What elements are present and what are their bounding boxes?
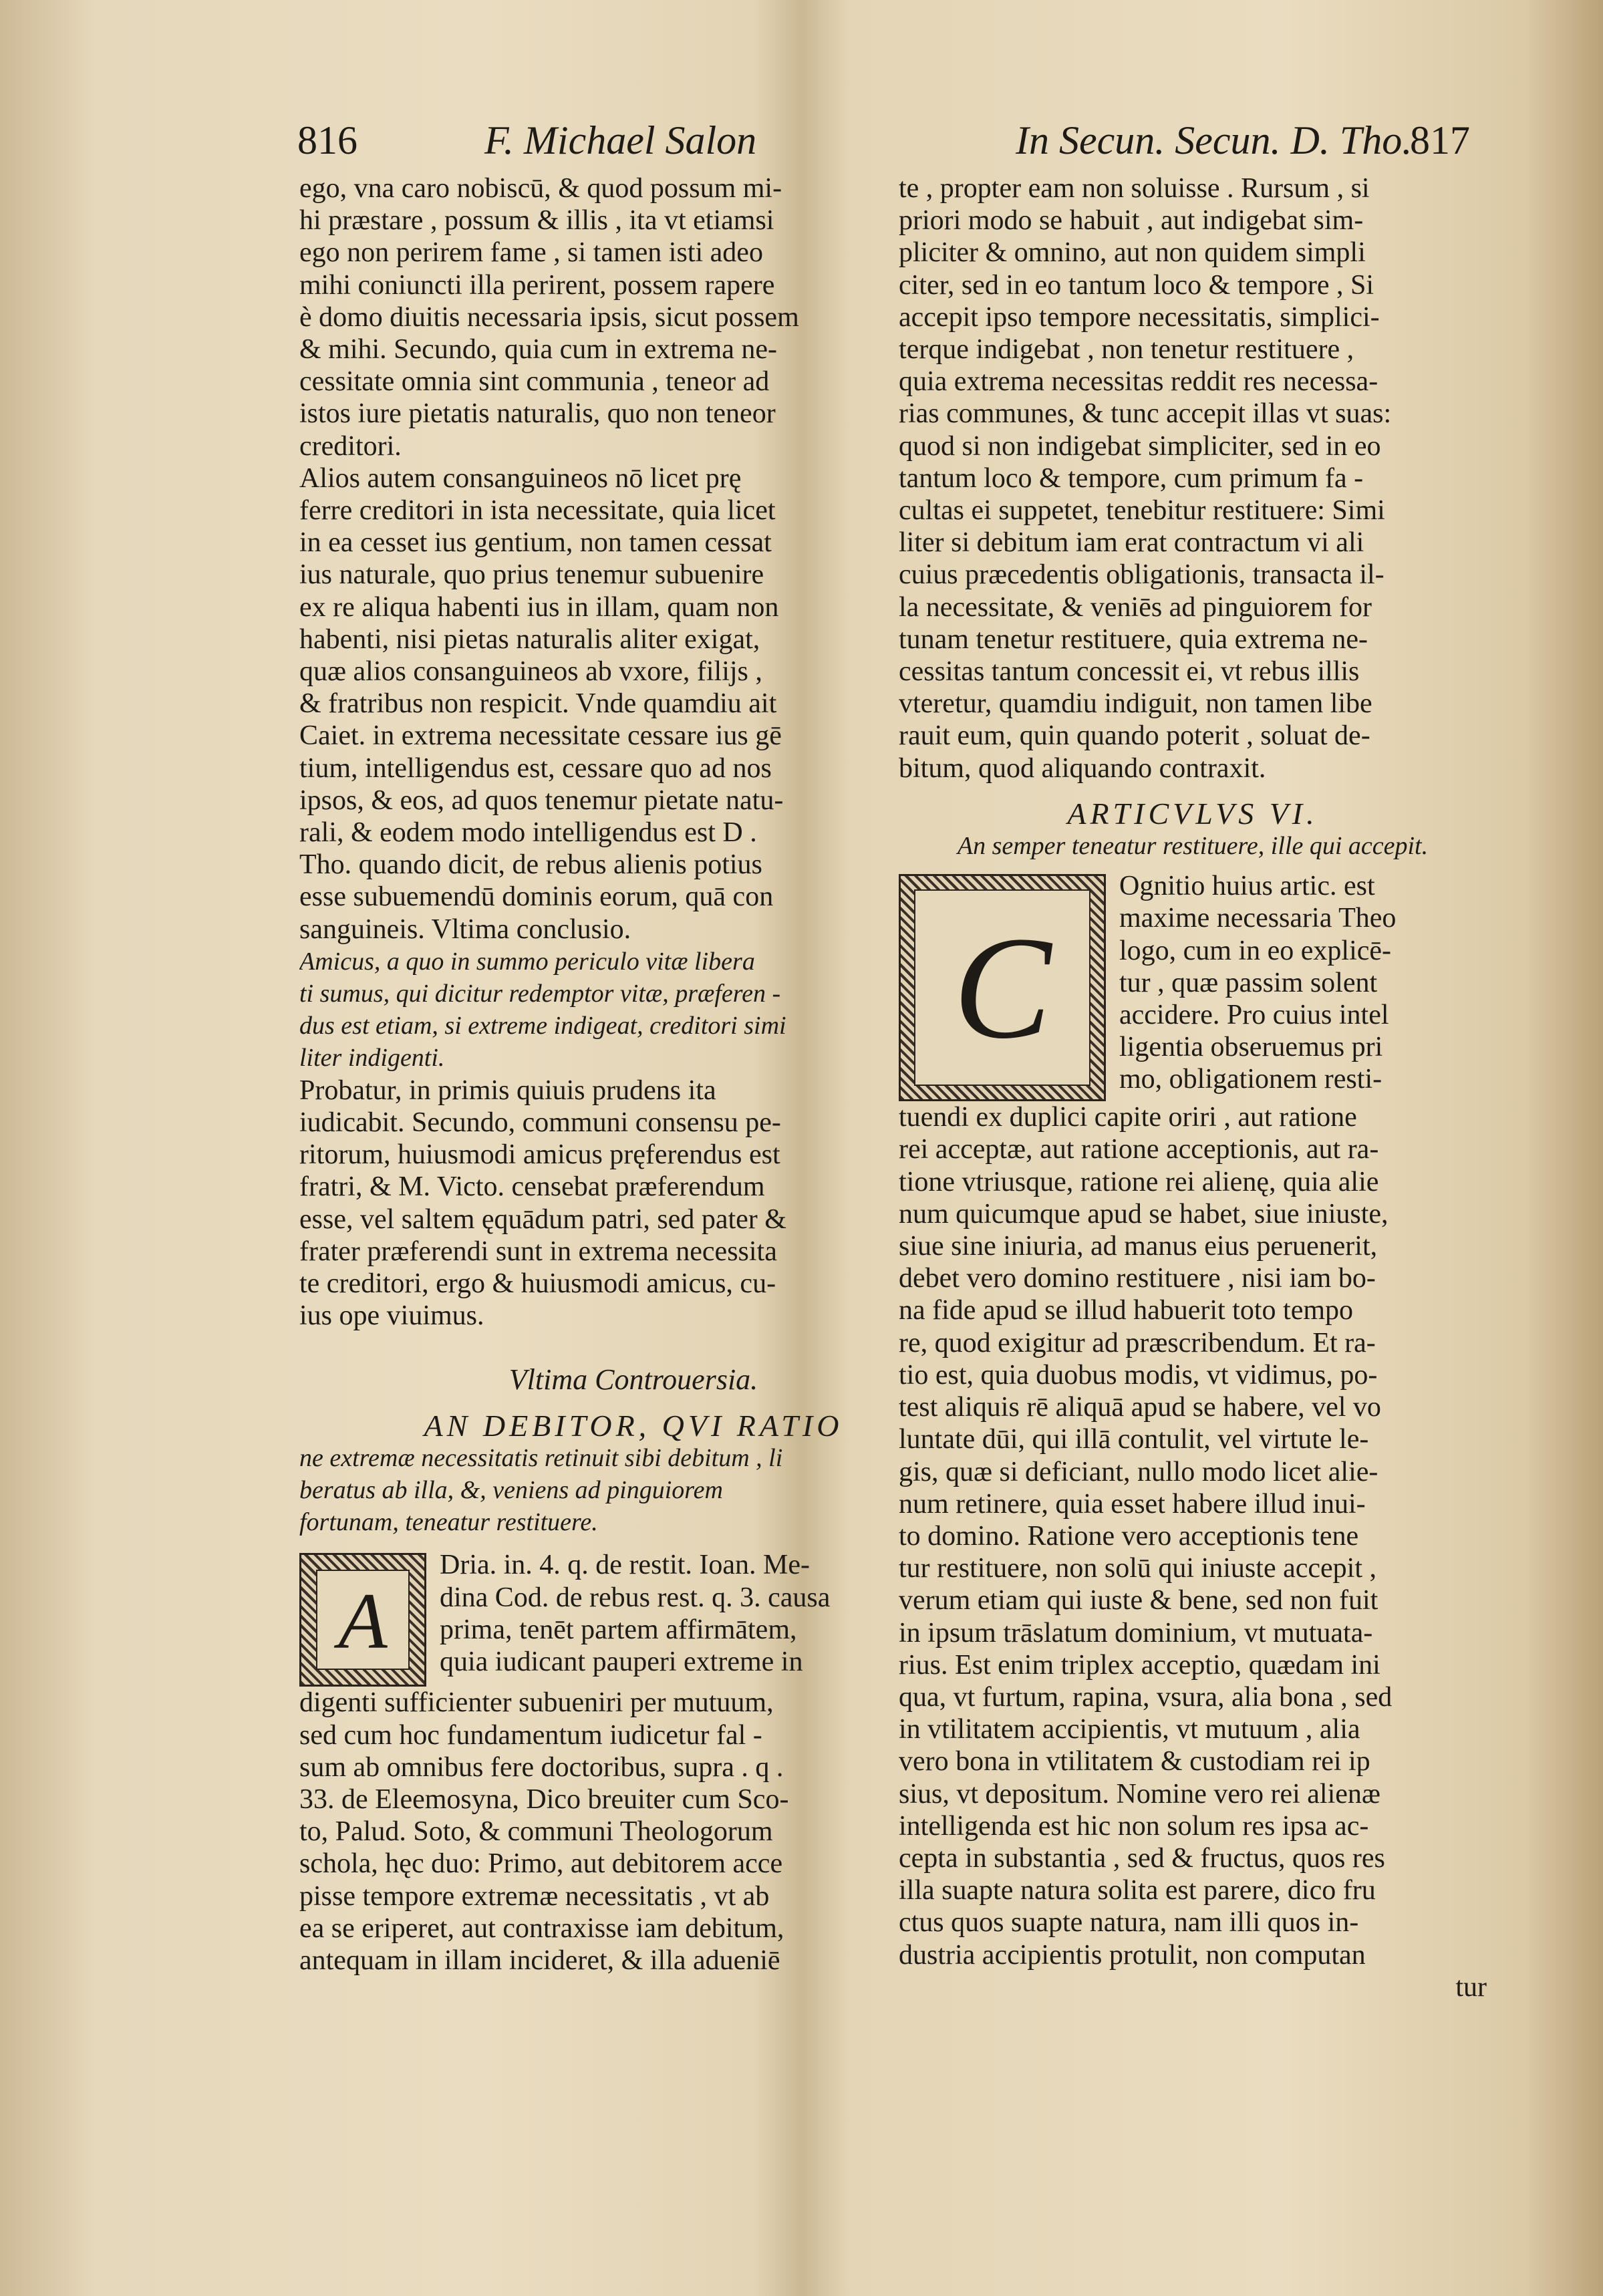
text-line: Alios autem consanguineos nō licet prę — [299, 462, 742, 494]
left-paragraph-a — [299, 172, 968, 946]
right-paragraph-a — [899, 172, 1487, 784]
text-line: debet vero domino restituere , nisi iam bo- — [899, 1263, 1376, 1294]
catchword: tur — [1455, 1971, 1487, 2003]
text-line: maxime necessaria Theo — [1119, 903, 1397, 934]
left-conclusion-italic — [299, 946, 968, 1074]
controversy-heading-italic — [299, 1442, 968, 1539]
article-title: ARTICVLVS VI. — [1067, 797, 1318, 831]
text-line: rei acceptæ, aut ratione acceptionis, aut ra- — [899, 1134, 1379, 1165]
text-line: ne extremæ necessitatis retinuit sibi debitum , li — [299, 1443, 783, 1472]
text-line: illa suapte natura solita est parere, dico fru — [899, 1875, 1376, 1906]
left-page-number: 816 — [297, 118, 357, 162]
text-line: tione vtriusque, ratione rei alienę, quia alie — [899, 1166, 1379, 1197]
text-line: fratri, & M. Victo. censebat præferendum — [299, 1171, 765, 1203]
text-line: accidere. Pro cuius intel — [1119, 1000, 1389, 1031]
text-line: vteretur, quamdiu indiguit, non tamen libe — [899, 688, 1372, 720]
text-line: to, Palud. Soto, & communi Theologorum — [299, 1816, 773, 1848]
right-running-title: In Secun. Secun. D. Tho. — [1016, 118, 1413, 162]
right-initial-block — [899, 870, 1487, 1095]
text-line: citer, sed in eo tantum loco & tempore , Si — [899, 269, 1374, 301]
text-line: in vtilitatem accipientis, vt mutuum , alia — [899, 1714, 1360, 1745]
text-line: esse subuemendū dominis eorum, quā con — [299, 881, 774, 913]
text-line: cepta in substantia , sed & fructus, quos res — [899, 1842, 1385, 1874]
text-line: schola, hęc duo: Primo, aut debitorem acce — [299, 1848, 783, 1880]
text-line: quia iudicant pauperi extreme in — [440, 1646, 803, 1677]
text-line: liter si debitum iam erat contractum vi ali — [899, 527, 1364, 559]
text-line: terque indigebat , non tenetur restituere , — [899, 334, 1354, 366]
left-running-title: F. Michael Salon — [484, 118, 757, 162]
text-line: hi præstare , possum & illis , ita vt etiamsi — [299, 205, 774, 237]
controversy-heading-caps: AN DEBITOR, QVI RATIO — [424, 1409, 843, 1442]
text-line: habenti, nisi pietas naturalis aliter exigat, — [299, 623, 760, 655]
text-line: gis, quæ si deficiant, nullo modo licet alie- — [899, 1456, 1378, 1487]
text-line: sed cum hoc fundamentum iudicetur fal - — [299, 1719, 762, 1751]
text-line: accepit ipso tempore necessitatis, simplici- — [899, 301, 1380, 333]
text-line: in ipsum trāslatum dominium, vt mutuata- — [899, 1617, 1373, 1648]
text-line: 33. de Eleemosyna, Dico breuiter cum Sco- — [299, 1783, 789, 1815]
text-line: è domo diuitis necessaria ipsis, sicut possem — [299, 301, 799, 333]
decorated-initial-c: C — [899, 874, 1106, 1101]
text-line: & mihi. Secundo, quia cum in extrema ne- — [299, 334, 777, 366]
text-line: tur restituere, non solū qui iniuste accepit , — [899, 1553, 1376, 1584]
text-line: quod si non indigebat simpliciter, sed in eo — [899, 430, 1381, 462]
text-line: ego non perirem fame , si tamen isti adeo — [299, 237, 763, 269]
text-line: priori modo se habuit , aut indigebat sim- — [899, 205, 1364, 237]
text-line: dina Cod. de rebus rest. q. 3. causa — [440, 1582, 831, 1613]
text-line: Tho. quando dicit, de rebus alienis potius — [299, 849, 762, 881]
text-line: mo, obligationem resti- — [1119, 1064, 1382, 1095]
text-line: & fratribus non respicit. Vnde quamdiu ait — [299, 688, 777, 720]
text-line: dus est etiam, si extreme indigeat, creditori simi — [299, 1012, 786, 1040]
text-line: Probatur, in primis quiuis prudens ita — [299, 1074, 716, 1106]
text-line: dustria accipientis protulit, non computan — [899, 1939, 1366, 1971]
left-paragraph-b — [299, 1074, 968, 1332]
text-line: digenti sufficienter subueniri per mutuum, — [299, 1687, 774, 1719]
text-line: num quicumque apud se habet, siue iniuste, — [899, 1198, 1389, 1230]
text-line: beratus ab illa, &, veniens ad pinguiorem — [299, 1475, 723, 1504]
right-paragraph-b — [899, 1101, 1487, 1971]
text-line: rauit eum, quin quando poterit , soluat de- — [899, 720, 1370, 752]
text-line: intelligenda est hic non solum res ipsa ac- — [899, 1810, 1369, 1842]
text-line: tium, intelligendus est, cessare quo ad nos — [299, 752, 772, 784]
text-line: ctus quos suapte natura, nam illi quos in- — [899, 1907, 1359, 1939]
text-line: re, quod exigitur ad præscribendum. Et ra- — [899, 1327, 1376, 1358]
text-line: rali, & eodem modo intelligendus est D . — [299, 817, 757, 849]
text-line: in ea cesset ius gentium, non tamen cessat — [299, 527, 772, 559]
text-line: liter indigenti. — [299, 1044, 445, 1072]
text-line: Dria. in. 4. q. de restit. Ioan. Me- — [440, 1550, 811, 1581]
text-line: te , propter eam non soluisse . Rursum , si — [899, 173, 1370, 204]
text-line: mihi coniuncti illa perirent, possem rapere — [299, 269, 775, 301]
text-line: prima, tenēt partem affirmātem, — [440, 1614, 797, 1645]
text-line: fortunam, teneatur restituere. — [299, 1508, 598, 1537]
text-line: logo, cum in eo explicē- — [1119, 935, 1392, 966]
text-line: verum etiam qui iuste & bene, sed non fuit — [899, 1585, 1378, 1616]
text-line: sius, vt depositum. Nomine vero rei alienæ — [899, 1778, 1380, 1810]
text-line: cessitas tantum concessit ei, vt rebus illis — [899, 656, 1360, 688]
text-line: test aliquis rē aliquā apud se habere, vel vo — [899, 1392, 1381, 1423]
text-line: ligentia obseruemus pri — [1119, 1032, 1383, 1063]
text-line: ipsos, & eos, ad quos tenemur pietate natu- — [299, 784, 784, 816]
text-line: esse, vel saltem ęquādum patri, sed pater & — [299, 1203, 786, 1235]
text-line: tuendi ex duplici capite oriri , aut ratione — [899, 1102, 1357, 1133]
text-line: ferre creditori in ista necessitate, quia licet — [299, 495, 776, 527]
text-line: tunam tenetur restituere, quia extrema ne- — [899, 623, 1368, 655]
left-running-head — [297, 110, 972, 170]
text-line: tur , quæ passim solent — [1119, 967, 1378, 998]
text-line: pliciter & omnino, aut non quidem simpli — [899, 237, 1366, 269]
text-line: qua, vt furtum, rapina, vsura, alia bona , sed — [899, 1681, 1393, 1713]
left-initial-block — [299, 1549, 968, 1678]
text-line: tantum loco & tempore, cum primum fa - — [899, 462, 1364, 494]
text-line: tio est, quia duobus modis, vt vidimus, po- — [899, 1359, 1378, 1391]
text-line: siue sine iniuria, ad manus eius peruenerit, — [899, 1231, 1378, 1262]
text-line: na fide apud se illud habuerit toto tempo — [899, 1295, 1353, 1326]
text-line: quia extrema necessitas reddit res necessa- — [899, 366, 1378, 398]
left-page-text — [299, 172, 968, 1977]
text-line: ius ope viuimus. — [299, 1300, 484, 1332]
text-line: creditori. — [299, 430, 402, 462]
text-line: sum ab omnibus fere doctoribus, supra . q . — [299, 1751, 784, 1783]
text-line: sanguineis. Vltima conclusio. — [299, 913, 631, 945]
text-line: istos iure pietatis naturalis, quo non teneor — [299, 398, 776, 430]
text-line: quæ alios consanguineos ab vxore, filijs , — [299, 656, 762, 688]
right-page-text — [899, 172, 1487, 2003]
text-line: cuius præcedentis obligationis, transacta il- — [899, 559, 1385, 591]
text-line: Amicus, a quo in summo periculo vitæ libera — [299, 947, 755, 976]
text-line: pisse tempore extremæ necessitatis , vt ab — [299, 1880, 770, 1912]
text-line: rias communes, & tunc accepit illas vt suas: — [899, 398, 1392, 430]
text-line: ritorum, huiusmodi amicus pręferendus est — [299, 1139, 780, 1171]
text-line: cultas ei suppetet, tenebitur restituere: Simi — [899, 495, 1385, 527]
text-line: ius naturale, quo prius tenemur subuenire — [299, 559, 764, 591]
section-title: Vltima Controuersia. — [508, 1364, 758, 1397]
text-line: te creditori, ergo & huiusmodi amicus, cu- — [299, 1268, 776, 1299]
text-line: iudicabit. Secundo, communi consensu pe- — [299, 1107, 781, 1138]
text-line: ti sumus, qui dicitur redemptor vitæ, præferen - — [299, 980, 781, 1008]
text-line: ex re aliqua habenti ius in illam, quam non — [299, 591, 779, 623]
text-line: vero bona in vtilitatem & custodiam rei ip — [899, 1746, 1370, 1777]
text-line: luntate dūi, qui illā contulit, vel virtute le- — [899, 1424, 1369, 1455]
right-running-head — [1016, 110, 1470, 170]
text-line: ea se eriperet, aut contraxisse iam debitum, — [299, 1912, 784, 1944]
text-line: to domino. Ratione vero acceptionis tene — [899, 1520, 1359, 1552]
text-line: Caiet. in extrema necessitate cessare ius gē — [299, 720, 782, 752]
left-paragraph-c — [299, 1687, 968, 1977]
text-line: cessitate omnia sint communia , teneor ad — [299, 366, 770, 398]
text-line: la necessitate, & veniēs ad pinguiorem for — [899, 591, 1372, 623]
text-line: Ognitio huius artic. est — [1119, 871, 1375, 902]
right-page-number: 817 — [1410, 118, 1470, 162]
text-line: rius. Est enim triplex acceptio, quædam ini — [899, 1649, 1380, 1681]
text-line: num retinere, quia esset habere illud inui- — [899, 1488, 1366, 1520]
text-line: ego, vna caro nobiscū, & quod possum mi- — [299, 173, 782, 204]
article-question: An semper teneatur restituere, ille qui accepit. — [957, 832, 1429, 861]
text-line: frater præferendi sunt in extrema necessita — [299, 1236, 777, 1267]
text-line: bitum, quod aliquando contraxit. — [899, 752, 1266, 784]
text-line: antequam in illam incideret, & illa adueniē — [299, 1945, 780, 1976]
decorated-initial-a: A — [299, 1553, 426, 1687]
